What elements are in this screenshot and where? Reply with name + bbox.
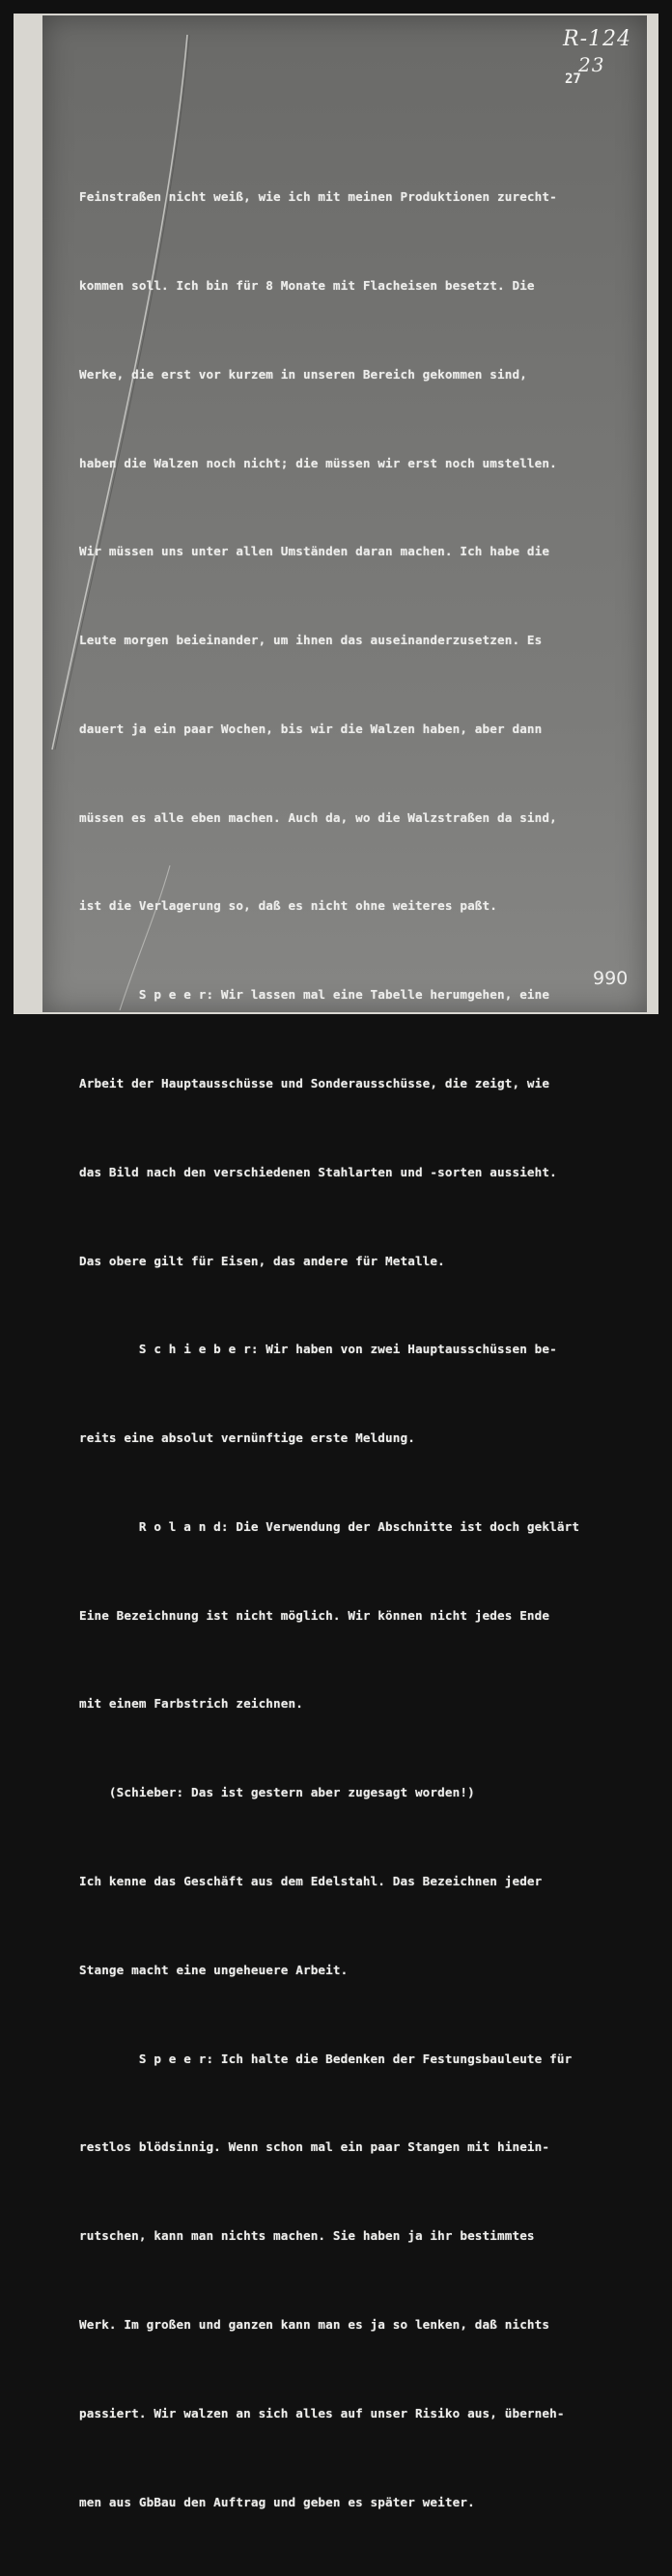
text-line: R o l a n d: Die Verwendung der Abschnitte ist doch geklärt: [79, 1518, 580, 1534]
document-page: [42, 15, 647, 2509]
text-line: Werk. Im großen und ganzen kann man es ja so lenken, daß nichts: [79, 2316, 550, 2332]
text-line: Das obere gilt für Eisen, das andere für Metalle.: [79, 1253, 445, 1268]
page-number: 27: [565, 71, 581, 87]
text-line: dauert ja ein paar Wochen, bis wir die Walzen haben, aber dann: [79, 721, 543, 736]
text-line: Leute morgen beieinander, um ihnen das auseinanderzusetzen. Es: [79, 633, 543, 648]
text-line: rutschen, kann man nichts machen. Sie haben ja ihr bestimmtes: [79, 2228, 535, 2244]
text-line: (Schieber: Das ist gestern aber zugesagt worden!): [79, 1785, 475, 1800]
text-line: müssen es alle eben machen. Auch da, wo die Walzstraßen da sind,: [79, 809, 557, 825]
text-line: Werke, die erst vor kurzem in unseren Bereich gekommen sind,: [79, 366, 527, 382]
text-line: Stange macht eine ungeheuere Arbeit.: [79, 1962, 349, 1977]
text-line: passiert. Wir walzen an sich alles auf unser Risiko aus, überneh-: [79, 2405, 565, 2420]
archive-reference-line1: R-124: [563, 27, 631, 51]
text-line: mit einem Farbstrich zeichnen.: [79, 1696, 303, 1712]
text-line: S p e e r: Wir lassen mal eine Tabelle herumgehen, eine: [79, 987, 550, 1003]
text-line: Feinstraßen nicht weiß, wie ich mit meinen Produktionen zurecht-: [79, 189, 557, 205]
folio-number: 990: [593, 968, 629, 989]
text-line: S c h i e b e r: Wir haben von zwei Hauptausschüssen be-: [79, 1342, 557, 1357]
text-line: Eine Bezeichnung ist nicht möglich. Wir können nicht jedes Ende: [79, 1607, 550, 1623]
text-line: men aus GbBau den Auftrag und geben es später weiter.: [79, 2494, 475, 2509]
text-line: reits eine absolut vernünftige erste Meldung.: [79, 1430, 415, 1446]
text-line: ist die Verlagerung so, daß es nicht ohne weiteres paßt.: [79, 898, 497, 914]
transcript-body: [79, 124, 641, 2576]
text-line: Wir müssen uns unter allen Umständen daran machen. Ich habe die: [79, 544, 550, 559]
archive-reference: [563, 27, 631, 77]
text-line: S p e e r: Ich halte die Bedenken der Festungsbauleute für: [79, 2051, 573, 2066]
text-line: Ich kenne das Geschäft aus dem Edelstahl. Das Bezeichnen jeder: [79, 1874, 543, 1889]
text-line: Arbeit der Hauptausschüsse und Sonderausschüsse, die zeigt, wie: [79, 1076, 550, 1090]
text-line: kommen soll. Ich bin für 8 Monate mit Flacheisen besetzt. Die: [79, 277, 535, 293]
text-line: das Bild nach den verschiedenen Stahlarten und -sorten aussieht.: [79, 1164, 557, 1179]
text-line: haben die Walzen noch nicht; die müssen wir erst noch umstellen.: [79, 455, 557, 470]
archive-reference-line2: 23: [578, 53, 605, 76]
text-line: restlos blödsinnig. Wenn schon mal ein paar Stangen mit hinein-: [79, 2139, 550, 2155]
